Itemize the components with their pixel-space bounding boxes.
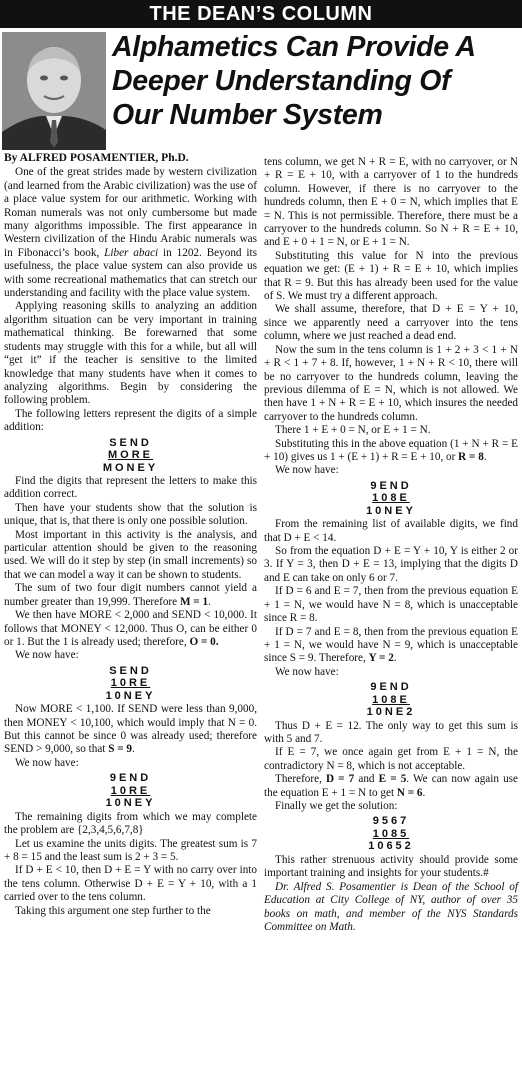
author-photo <box>2 32 106 150</box>
author-portrait-icon <box>2 32 106 150</box>
byline: By ALFRED POSAMENTIER, Ph.D. <box>4 152 189 164</box>
paragraph: We now have: <box>15 649 79 662</box>
paragraph: Substituting this in the above equation (1 + N + R = E + 10) gives us 1 + (E + 1) + R = E + 10, or R = 8. <box>264 437 518 463</box>
paragraph: tens column, we get N + R = E, with no carryover, or N + R = E + 10, with a carryover of 1 to the hundreds column. However, if there is no carryover to the hundreds column, then E + 0 = N, which implies that E = N. This is not permissible. Therefore, there must be a carryover to the hundreds column. So N + R = E + 10, and E + 0 + 1 = N, or E + 1 = N. <box>264 156 518 249</box>
paragraph: Now MORE < 1,100. If SEND were less than 9,000, then MONEY < 10,100, which would imply that N = 0. But this cannot be since 0 was already used; therefore SEND > 9,000, so that S = 9. <box>4 703 257 756</box>
paragraph: The following letters represent the digits of a simple addition: <box>4 407 257 434</box>
paragraph: The remaining digits from which we may complete the problem are {2,3,4,5,6,7,8} <box>4 810 257 837</box>
addition-step-3: 9END 10RE 10NEY <box>105 772 156 810</box>
paragraph: Let us examine the units digits. The greatest sum is 7 + 8 = 15 and the least sum is 2 + 3 = 5. <box>4 837 257 863</box>
paragraph: We now have: <box>275 665 339 678</box>
addition-step-5: 9END 108E 10NE2 <box>366 681 416 719</box>
paragraph: Therefore, D = 7 and E = 5. We can now again use the equation E + 1 = N to get N = 6. <box>264 773 518 799</box>
paragraph: Find the digits that represent the letters to make this addition correct. <box>4 475 257 501</box>
paragraph: Substituting this value for N into the previous equation we get: (E + 1) + R = E + 10, which implies that R = 9. But this has already been used for the value of S. We must try a different approach. <box>264 249 518 303</box>
paragraph: We now have: <box>15 756 79 769</box>
addition-step-2: SEND 10RE 10NEY <box>105 664 156 702</box>
paragraph: Thus D + E = 12. The only way to get this sum is with 5 and 7. <box>264 719 518 746</box>
paragraph: One of the great strides made by western civilization (and learned from the Arabic civilization) was the use of a place value system for our arithmetic. Working with Roman numerals was not only cumbersome but made many algorithms impossible. The first appearance in Western civilization of the Hindu Arabic numerals was in Fibonacci’s book, Liber abaci in 1202. Beyond its usefulness, the place value system can also provide us with some recreational mathematics that can stretch our understanding and facility with the place value system. <box>4 166 257 300</box>
paragraph: From the remaining list of available digits, we find that D + E < 14. <box>264 518 518 544</box>
paragraph: This rather strenuous activity should provide some important training and insights for your students.# <box>264 853 518 880</box>
addition-solution: 9567 1085 10652 <box>368 815 414 853</box>
paragraph: If D = 6 and E = 7, then from the previous equation E + 1 = N, we would have N = 8, which is unacceptable since R = 8. <box>264 585 518 625</box>
title-line: Our Number System <box>112 99 383 131</box>
paragraph: We now have: <box>275 464 339 477</box>
paragraph: Finally we get the solution: <box>275 800 398 813</box>
title-line: Deeper Understanding Of <box>112 65 451 97</box>
column-banner: THE DEAN’S COLUMN <box>0 0 522 28</box>
paragraph: We then have MORE < 2,000 and SEND < 10,000. It follows that MONEY < 12,000. Thus O, can be either 0 or 1. But the 1 is already used; therefore, O = 0. <box>4 609 257 648</box>
article-title <box>112 30 520 132</box>
paragraph: We shall assume, therefore, that D + E = Y + 10, since we apparently need a carryover into the tens column, where we just reached a dead end. <box>264 303 518 343</box>
paragraph: If D + E < 10, then D + E = Y with no carry over into the tens column. Otherwise D + E = Y + 10, with a 1 carried over to the tens column. <box>4 864 257 904</box>
paragraph: Applying reasoning skills to analyzing an addition algorithm situation can be very important in training mathematical thinking. Be forewarned that some students may struggle with this for a while, but all will “get it” if the teacher is sensitive to the limited knowledge that many students have when it comes to analyzing algorithms. Begin by considering the following problem. <box>4 300 257 407</box>
addition-send-more-money: SEND MORE MONEY <box>102 436 159 474</box>
right-column <box>264 156 518 934</box>
paragraph: If D = 7 and E = 8, then from the previous equation E + 1 = N, we would have N = 9, which is unacceptable since S = 9. Therefore, Y = 2. <box>264 625 518 665</box>
paragraph: Then have your students show that the solution is unique, that is, that there is only one possible solution. <box>4 501 257 528</box>
paragraph: So from the equation D + E = Y + 10, Y is either 2 or 3. If Y = 3, then D + E = 13, implying that the digits D and E can take on only 6 or 7. <box>264 545 518 584</box>
paragraph: Taking this argument one step further to the <box>15 904 211 917</box>
left-column <box>4 152 257 918</box>
paragraph: Most important in this activity is the analysis, and particular attention should be given to the reasoning used. We will do it step by step (in small increments) so that we can model a way it can be shown to students. <box>4 528 257 581</box>
paragraph: The sum of two four digit numbers cannot yield a number greater than 19,999. Therefore M = 1. <box>4 582 257 608</box>
paragraph: If E = 7, we once again get from E + 1 = N, the contradictory N = 8, which is not acceptable. <box>264 746 518 772</box>
paragraph: Now the sum in the tens column is 1 + 2 + 3 < 1 + N + R < 1 + 7 + 8. If, however, 1 + N + R < 10, there will be no carryover to the hundreds column, leaving the previous dilemma of E = N, which is not allowed. We then have 1 + N + R = E + 10, which insures the needed carryover to the hundreds column. <box>264 343 518 423</box>
paragraph: There 1 + E + 0 = N, or E + 1 = N. <box>275 424 431 437</box>
addition-step-4: 9END 108E 10NEY <box>366 479 416 517</box>
author-note: Dr. Alfred S. Posamentier is Dean of the School of Education at City College of NY, author of over 35 books on math, and member of the NYS Standards Committee on Math. <box>264 880 518 933</box>
title-line: Alphametics Can Provide A <box>112 31 476 63</box>
